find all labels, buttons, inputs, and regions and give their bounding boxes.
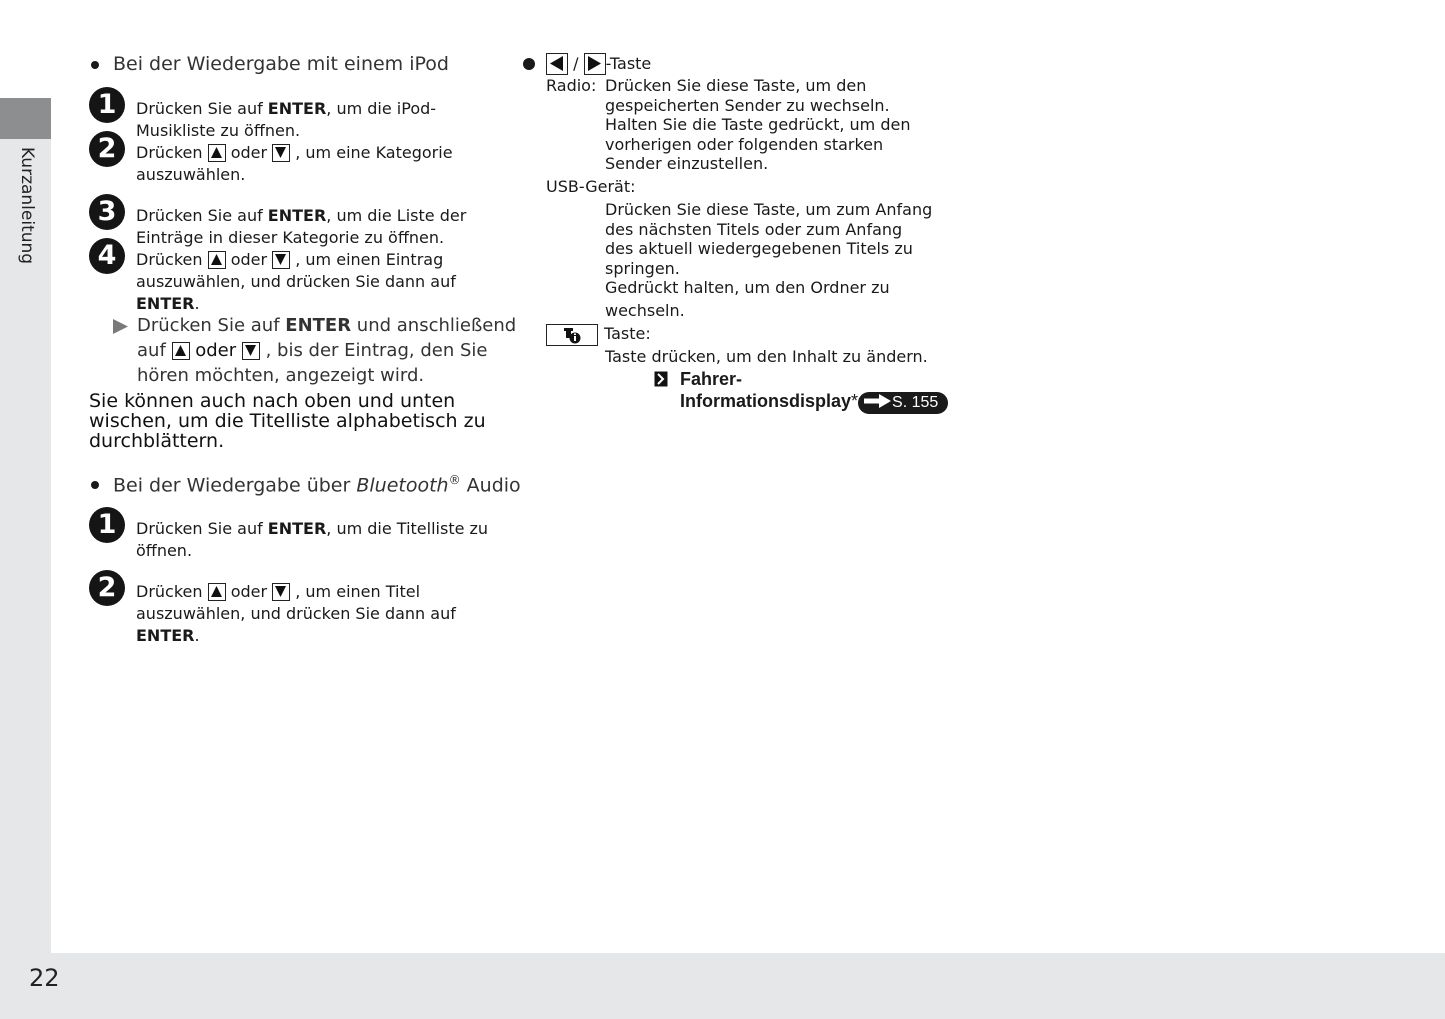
- info-key-icon: [546, 324, 598, 346]
- page-reference-badge[interactable]: S. 155: [858, 392, 948, 414]
- section-tab-marker: [0, 98, 51, 139]
- bullet-dot: [523, 58, 535, 70]
- bluetooth-step-1-text: Drücken Sie auf ENTER, um die Titelliste zu öffnen.: [136, 519, 489, 560]
- ipod-swipe-note: Sie können auch nach oben und unten wischen, um die Titelliste alphabetisch zu durchblättern.: [89, 390, 486, 452]
- skip-key-heading: / -Taste: [546, 53, 651, 75]
- bluetooth-step-2-text: Drücken oder , um einen Titel auszuwählen, und drücken Sie dann auf ENTER.: [136, 582, 456, 645]
- info-key-label: Taste:: [604, 324, 651, 343]
- section-label: Kurzanleitung: [17, 147, 37, 265]
- ipod-step-1-text: Drücken Sie auf ENTER, um die iPod- Musikliste zu öffnen.: [136, 99, 437, 140]
- step-number-1: 1: [89, 507, 125, 543]
- info-key-description: Taste drücken, um den Inhalt zu ändern.: [605, 347, 928, 366]
- ipod-step-3-text: Drücken Sie auf ENTER, um die Liste der Einträge in dieser Kategorie zu öffnen.: [136, 206, 467, 247]
- skip-back-key-icon: [546, 53, 568, 75]
- bullet-dot: [91, 481, 99, 489]
- sub-step-arrow-icon: [112, 318, 129, 339]
- up-key-icon: [208, 251, 226, 269]
- bullet-dot: [91, 61, 99, 69]
- step-number-3: 3: [89, 194, 125, 230]
- page-number: 22: [29, 964, 60, 992]
- cross-reference-link[interactable]: Fahrer- Informationsdisplay* S. 155: [680, 368, 948, 414]
- up-key-icon: [208, 583, 226, 601]
- down-key-icon: [272, 251, 290, 269]
- down-key-icon: [272, 583, 290, 601]
- skip-forward-key-icon: [584, 53, 606, 75]
- ipod-step-2-text: Drücken oder , um eine Kategorie auszuwählen.: [136, 143, 453, 184]
- ipod-step-4-text: Drücken oder , um einen Eintrag auszuwählen, und drücken Sie dann auf ENTER.: [136, 250, 456, 313]
- usb-description: Drücken Sie diese Taste, um zum Anfang des nächsten Titels oder zum Anfang des aktuell wiedergegebenen Titels zu springen. Gedrückt halten, um den Ordner zu wechseln.: [605, 200, 933, 320]
- up-key-icon: [208, 144, 226, 162]
- radio-description: Drücken Sie diese Taste, um den gespeicherten Sender zu wechseln. Halten Sie die Taste gedrückt, um den vorherigen oder folgenden starken Sender einzustellen.: [605, 76, 911, 173]
- ipod-heading: Bei der Wiedergabe mit einem iPod: [113, 53, 449, 75]
- down-key-icon: [242, 342, 260, 360]
- step-number-4: 4: [89, 238, 125, 274]
- radio-label: Radio:: [546, 76, 597, 95]
- bluetooth-heading: Bei der Wiedergabe über Bluetooth® Audio: [113, 473, 521, 497]
- left-band-top: [0, 0, 51, 98]
- up-key-icon: [172, 342, 190, 360]
- ipod-sub-step-text: Drücken Sie auf ENTER und anschließend auf oder , bis der Eintrag, den Sie hören möchten, angezeigt wird.: [137, 315, 517, 386]
- down-key-icon: [272, 144, 290, 162]
- step-number-2: 2: [89, 570, 125, 606]
- step-number-2: 2: [89, 131, 125, 167]
- usb-label: USB-Gerät:: [546, 177, 636, 196]
- bottom-band: [0, 953, 1445, 1019]
- step-number-1: 1: [89, 87, 125, 123]
- cross-reference-icon: [654, 371, 668, 391]
- reference-arrow-icon: [864, 394, 892, 408]
